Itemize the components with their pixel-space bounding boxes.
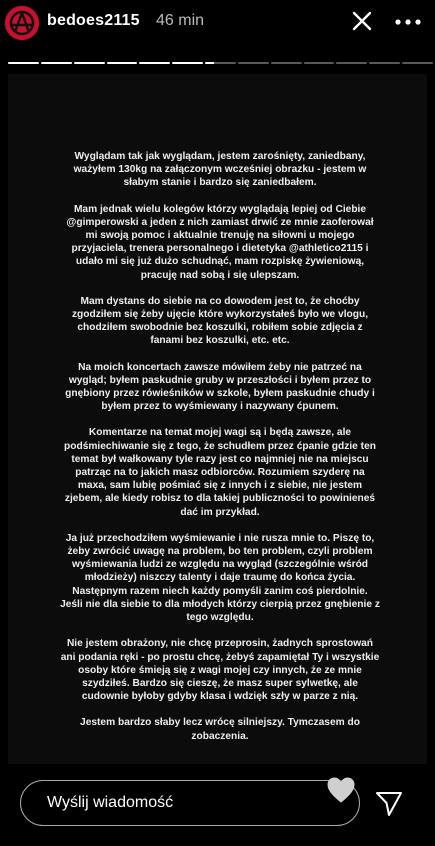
send-button[interactable] <box>372 786 406 820</box>
more-dots-icon <box>395 19 421 25</box>
avatar[interactable] <box>4 5 40 41</box>
story-paragraph: Nie jestem obrażony, nie chcę przeprosin, żadnych sprostowań ani podania ręki - po prostu chcę, żebyś zapamiętał Ty i wszystkie osoby które śmieją się z wagi mojej czy innych, że ze mnie szydziłeś. Bardzo się cieszę, że masz super sylwetkę, ale cudownie byłoby gdyby klasa i wdzięk szły w parze z nią. <box>60 638 380 703</box>
progress-segment <box>238 62 269 64</box>
anarchy-logo-icon <box>9 10 35 36</box>
send-icon <box>374 788 404 818</box>
progress-segment <box>304 62 335 64</box>
progress-segment <box>336 62 367 64</box>
close-button[interactable] <box>349 7 375 35</box>
progress-segment <box>74 62 105 64</box>
progress-segment <box>205 62 236 64</box>
story-footer <box>0 770 435 846</box>
story-paragraph: Na moich koncertach zawsze mówiłem żeby nie patrzeć na wygląd; byłem paskudnie gruby w przeszłości i byłem przez to gnębiony przez rówieśników w szkole, byłem paskudnie chudy i byłem przez to wyśmiewany i nazywany ćpunem. <box>65 361 375 413</box>
story-paragraph: Mam dystans do siebie na co dowodem jest to, że choćby zgodziłem się żeby ujęcie które wykorzystałeś było we vlogu, chodziłem swobodnie bez koszulki, robiłem sobie zdjęcia z fanami bez koszulki, etc. etc. <box>71 295 369 347</box>
more-options-button[interactable] <box>393 10 423 34</box>
reply-message-input[interactable] <box>20 780 360 826</box>
story-paragraph: Mam jednak wielu kolegów którzy wyglądają lepiej od Ciebie @gimperowski a jeden z nich zamiast drwić ze mnie zaoferował mi swoją pomoc i aktualnie trenuję na siłowni u mojego przyjaciela, trenera personalnego i dietetyka @athletico2115 i udało mi się już dużo schudnąć, mam rozpiskę żywieniową, pracuję nad sobą i się ulepszam. <box>66 203 374 281</box>
progress-segment <box>172 62 203 64</box>
progress-segment <box>271 62 302 64</box>
progress-segment <box>139 62 170 64</box>
story-header <box>0 0 435 52</box>
story-paragraph: Komentarze na temat mojej wagi są i będą zawsze, ale podśmiechiwanie się z tego, że schudłem przez ćpanie gdzie ten temat był wałkowany tyle razy jest co najmniej nie na miejscu patrząc na to jakich masz odbiorców. Rozumiem szyderę na maxa, sam lubię pośmiać się z innych i z siebie, nie jestem zjebem, ale kiedy robisz to dla takiej publiczności to powinieneś dać im przykład. <box>64 427 376 518</box>
story-paragraph: Jestem bardzo słaby lecz wrócę silniejszy. Tymczasem do zobaczenia. <box>80 717 360 742</box>
close-icon <box>351 10 373 32</box>
story-paragraph: Ja już przechodziłem wyśmiewanie i nie rusza mnie to. Piszę to, żeby zwrócić uwagę na problem, bo ten problem, czyli problem wyśmiewania ludzi ze względu na wygląd (szczególnie wśród młodzieży) niszczy talenty i daje traumę do końca życia. Następnym razem niech każdy pomyśli zanim coś pierdolnie. Jeśli nie dla siebie to dla młodych którzy cierpią przez gnębienie z tego względu. <box>60 532 380 624</box>
like-button[interactable] <box>326 775 356 805</box>
progress-segment <box>8 62 39 64</box>
story-paragraph: Wyglądam tak jak wyglądam, jestem zarośnięty, zaniedbany, ważyłem 130kg na załączonym wcześniej obrazku - jestem w słabym stanie i bardzo się zaniedbałem. <box>73 151 367 189</box>
progress-segment <box>402 62 433 64</box>
progress-segment <box>41 62 72 64</box>
username[interactable]: bedoes2115 <box>47 12 140 29</box>
heart-icon <box>326 776 356 804</box>
progress-segment <box>369 62 400 64</box>
story-text <box>60 150 380 756</box>
post-time: 46 min <box>156 12 205 29</box>
story-progress-bar <box>8 62 433 64</box>
progress-segment <box>107 62 138 64</box>
story-image[interactable] <box>8 74 427 764</box>
